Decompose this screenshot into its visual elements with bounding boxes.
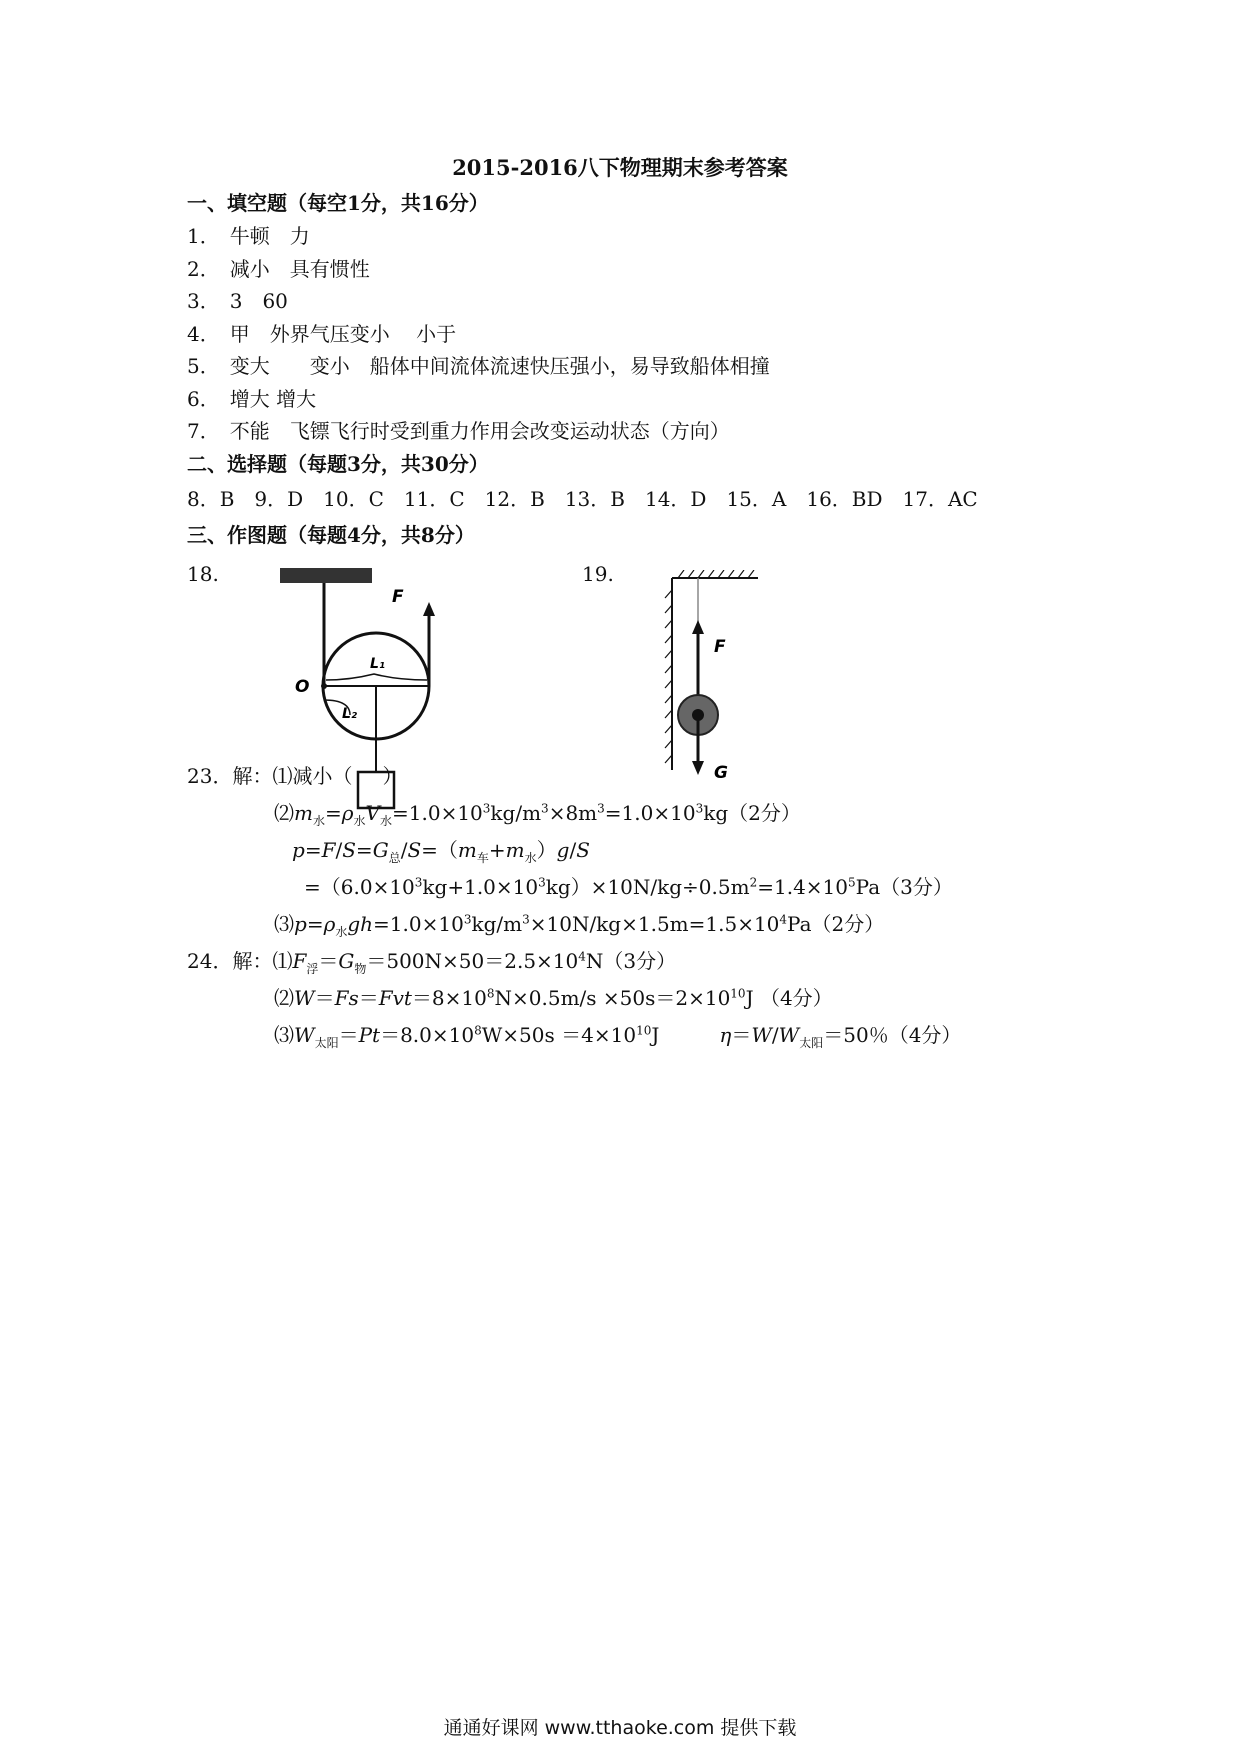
q23-line-2: $⑵m_水=\rho_水V_水=1.0\times 10^3kg/m^3\times 8m^3=1.0\times 10^3kg(2$分） [274, 801, 801, 828]
q23-number: 23． [187, 764, 233, 788]
label-o: O [295, 677, 310, 697]
item-answer: 不能 飞镖飞行时受到重力作用会改变运动状态（方向） [229, 419, 730, 443]
q23-intro: 解：⑴减小（ [232, 764, 353, 788]
fill-blank-item [187, 415, 730, 444]
fill-blank-item [187, 285, 288, 314]
fill-blank-item [187, 383, 316, 412]
item-answer: 减小 具有惯性 [229, 257, 370, 281]
q23-part-2-marker: ⑵ [274, 801, 294, 825]
figure-19-ball-diagram [660, 570, 760, 790]
label-f: F [392, 587, 404, 607]
item-answer: 3 60 [229, 289, 288, 313]
label-g: G [714, 763, 728, 783]
page-title: 2015-2016八下物理期末参考答案 [452, 155, 788, 180]
item-number: 1． [187, 224, 220, 248]
force-f-arrow [692, 620, 704, 634]
q24-line-1: 24．解：$⑴F_浮=G_物=500N\times 50=2.5\times 10^4N(3$分） [187, 949, 677, 976]
label-l1: L₁ [370, 656, 386, 672]
item-number: 6． [187, 387, 220, 411]
item-number: 5． [187, 354, 220, 378]
q23-intro-end: ） [382, 764, 403, 788]
q23-part-3-marker: ⑶ [274, 912, 294, 936]
q24-line-2: $⑵W=Fs=Fvt=8\times 10^8N\times 0.5m/s \times 50s=2\times 10^{10}J$ （4分） [274, 986, 833, 1010]
fulcrum-point [321, 683, 327, 689]
section-1-heading: 一、填空题（每空1分，共16分） [187, 191, 489, 215]
force-f-arrow [423, 602, 435, 616]
item-answer: 增大 增大 [229, 387, 317, 411]
l1-brace [326, 674, 427, 680]
q23-line-4: $=(6.0\times 10^3kg+1.0\times 10^3kg)\times 10N/kg\div 0.5m^2=1.4\times 10^5Pa(3$分） [304, 875, 953, 899]
wall-hatching [665, 590, 672, 763]
q24-number: 24． [187, 949, 233, 973]
item-number: 4． [187, 322, 220, 346]
item-number: 7． [187, 419, 220, 443]
q23-line-1 [187, 760, 402, 789]
fill-blank-item [187, 253, 370, 282]
section-3-heading: 三、作图题（每题4分，共8分） [187, 523, 475, 547]
q24-intro: 解：⑴ [232, 949, 293, 973]
figure-19-number: 19. [582, 562, 614, 586]
label-l2: L₂ [342, 706, 358, 722]
item-number: 2． [187, 257, 220, 281]
fill-blank-item [187, 350, 770, 379]
q23-line-5: $⑶p=\rho_水gh=1.0\times 10^3kg/m^3\times 10N/kg\times 1.5m=1.5\times 10^4Pa(2$分） [274, 912, 885, 939]
choice-answers: 8．B 9．D 10．C 11．C 12．B 13．B 14．D 15．A 16．BD 17．AC [187, 487, 978, 511]
q23-line-3: $p=F/S=G_总/S=(m_车+m_水)g/S$ [292, 838, 590, 865]
fill-blank-item [187, 318, 456, 347]
section-2-heading: 二、选择题（每题3分，共30分） [187, 452, 489, 476]
item-number: 3． [187, 289, 220, 313]
item-answer: 甲 外界气压变小 小于 [229, 322, 457, 346]
label-f: F [714, 637, 726, 657]
figure-18-number: 18. [187, 562, 219, 586]
q24-line-3: $⑶W_{太阳}=Pt=8.0\times 10^8W\times 50s =4\times 10^{10}J$ $\eta=W/W_{太阳}=50$％（4分） [274, 1023, 962, 1050]
item-answer: 变大 变小 船体中间流体流速快压强小，易导致船体相撞 [229, 354, 770, 378]
fill-blank-item [187, 220, 310, 249]
gravity-g-arrow [692, 761, 704, 775]
ceiling-hatching [678, 570, 754, 578]
item-answer: 牛顿 力 [229, 224, 310, 248]
footer-text: 通通好课网 www.tthaoke.com 提供下载 [443, 1717, 797, 1739]
ceiling-block [280, 568, 372, 583]
